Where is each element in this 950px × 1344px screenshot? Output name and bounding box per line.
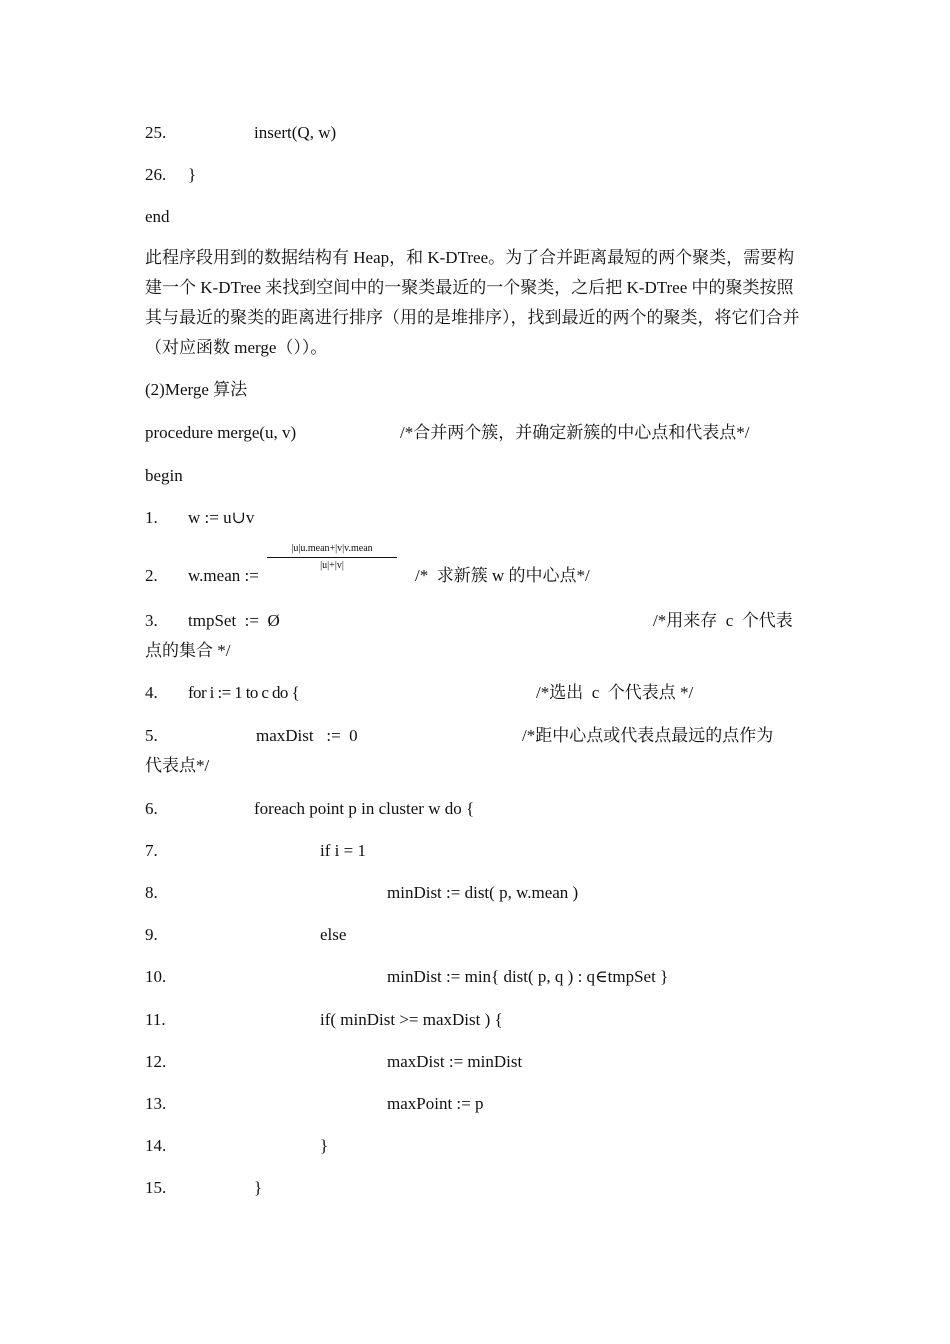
description-paragraph: 此程序段用到的数据结构有 Heap，和 K-DTree。为了合并距离最短的两个聚类，需要构建一个 K-DTree 来找到空间中的一聚类最近的一个聚类，之后把 K-DTree 中的聚类按照其与最近的聚类的距离进行排序（用的是堆排序），找到最近的两个的聚类，将它们合并（对应函数 merge（））。 xyxy=(145,248,800,357)
code-line: } xyxy=(320,1136,329,1155)
line-number: 7. xyxy=(145,841,158,860)
end-keyword: end xyxy=(145,207,170,226)
fraction-numerator: |u|u.mean+|v|v.mean xyxy=(291,543,373,554)
code-line: minDist := dist( p, w.mean ) xyxy=(387,883,579,902)
line-number: 4. xyxy=(145,683,158,702)
code-line: } xyxy=(188,165,197,184)
code-comment: /* 求新簇 w 的中心点*/ xyxy=(415,566,590,585)
begin-keyword: begin xyxy=(145,466,183,485)
code-line: w := u∪v xyxy=(188,508,255,527)
procedure-comment: /*合并两个簇，并确定新簇的中心点和代表点*/ xyxy=(400,423,750,442)
code-line: } xyxy=(254,1178,263,1197)
line-number: 10. xyxy=(145,967,167,986)
code-line: if i = 1 xyxy=(320,841,366,860)
section-heading: (2)Merge 算法 xyxy=(145,380,248,399)
code-line: maxDist := minDist xyxy=(387,1052,523,1071)
line-number: 3. xyxy=(145,611,158,630)
code-line: tmpSet := Ø xyxy=(188,611,280,630)
procedure-signature: procedure merge(u, v) xyxy=(145,423,297,442)
line-number: 8. xyxy=(145,883,158,902)
code-line: for i := 1 to c do { xyxy=(188,683,300,702)
line-number: 25. xyxy=(145,123,167,142)
code-line: w.mean := xyxy=(188,566,259,585)
line-number: 2. xyxy=(145,566,158,585)
code-line: else xyxy=(320,925,347,944)
fraction-denominator: |u|+|v| xyxy=(320,560,344,571)
code-line: maxPoint := p xyxy=(387,1094,484,1113)
line-number: 9. xyxy=(145,925,158,944)
code-comment: /*选出 c 个代表点 */ xyxy=(536,683,694,702)
line-number: 13. xyxy=(145,1094,167,1113)
line-number: 6. xyxy=(145,799,158,818)
mean-fraction xyxy=(267,542,397,572)
code-comment-continuation: 点的集合 */ xyxy=(145,641,231,660)
code-comment: /*距中心点或代表点最远的点作为 xyxy=(522,726,774,745)
code-line: foreach point p in cluster w do { xyxy=(254,799,475,818)
code-line: maxDist := 0 xyxy=(256,726,358,745)
code-comment-continuation: 代表点*/ xyxy=(145,756,210,775)
line-number: 14. xyxy=(145,1136,167,1155)
fraction-bar xyxy=(267,557,397,558)
line-number: 15. xyxy=(145,1178,167,1197)
line-number: 26. xyxy=(145,165,167,184)
code-line: minDist := min{ dist( p, q ) : q∈tmpSet } xyxy=(387,967,669,986)
code-line: insert(Q, w) xyxy=(254,123,337,142)
line-number: 11. xyxy=(145,1010,166,1029)
code-line: if( minDist >= maxDist ) { xyxy=(320,1010,503,1029)
line-number: 1. xyxy=(145,508,158,527)
code-comment: /*用来存 c 个代表 xyxy=(653,611,793,630)
line-number: 5. xyxy=(145,726,158,745)
line-number: 12. xyxy=(145,1052,167,1071)
